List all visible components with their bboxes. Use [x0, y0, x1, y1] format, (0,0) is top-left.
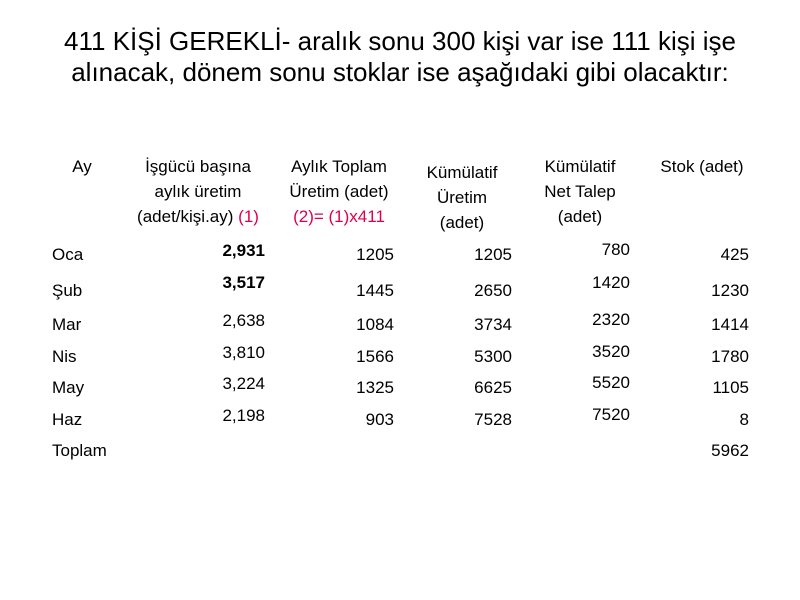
row-nis-aylik: 1566: [356, 347, 394, 366]
header-stok: Stok (adet): [660, 157, 744, 176]
total-label: Toplam: [52, 441, 107, 460]
row-oca-isgucu: 2,931: [222, 241, 265, 260]
row-may-aylik: 1325: [356, 378, 394, 397]
header-isgucu: İşgücü başına aylık üretim (adet/kişi.ay) (1): [137, 157, 259, 226]
row-haz-kum-uretim: 7528: [474, 410, 512, 429]
row-haz-aylik: 903: [365, 410, 394, 429]
title-line-1: 411 KİŞİ GEREKLİ- aralık sonu 300 kişi var ise 111 kişi işe: [64, 26, 736, 56]
row-mar-isgucu: 2,638: [222, 311, 265, 330]
row-may-stok: 1105: [712, 378, 749, 397]
row-nis-isgucu: 3,810: [222, 343, 265, 362]
row-nis-kum-talep: 3520: [592, 342, 630, 361]
header-kum-talep: Kümülatif Net Talep (adet): [544, 157, 616, 226]
row-mar-kum-talep: 2320: [592, 310, 630, 329]
row-mar-ay: Mar: [52, 315, 82, 334]
row-oca-kum-uretim: 1205: [474, 245, 512, 264]
header-isgucu-note: (1): [238, 207, 259, 226]
row-mar-aylik: 1084: [356, 315, 394, 334]
row-nis-stok: 1780: [711, 347, 749, 366]
row-may-kum-uretim: 6625: [474, 378, 512, 397]
row-haz-isgucu: 2,198: [222, 406, 265, 425]
total-stok: 5962: [711, 441, 749, 460]
row-may-ay: May: [52, 378, 85, 397]
row-sub-kum-talep: 1420: [592, 273, 630, 292]
row-sub-stok: 1230: [711, 281, 749, 300]
header-aylik: Aylık Toplam Üretim (adet) (2)= (1)x411: [274, 154, 404, 229]
row-oca-kum-talep: 780: [601, 240, 630, 259]
row-oca-aylik: 1205: [356, 245, 394, 264]
row-nis-kum-uretim: 5300: [474, 347, 512, 366]
row-sub-kum-uretim: 2650: [474, 281, 512, 300]
row-mar-kum-uretim: 3734: [474, 315, 512, 334]
header-kum-uretim: Kümülatif Üretim (adet): [426, 163, 498, 232]
slide-title: [20, 26, 780, 88]
header-ay: Ay: [72, 157, 92, 176]
row-mar-stok: 1414: [711, 315, 749, 334]
row-sub-aylik: 1445: [356, 281, 394, 300]
header-aylik-formula: (2)= (1)x411: [293, 207, 385, 226]
row-nis-ay: Nis: [52, 347, 77, 366]
row-sub-isgucu: 3,517: [222, 273, 265, 292]
row-oca-ay: Oca: [52, 245, 84, 264]
title-line-2: alınacak, dönem sonu stoklar ise aşağıdaki gibi olacaktır:: [71, 57, 729, 87]
row-may-isgucu: 3,224: [222, 374, 265, 393]
row-haz-stok: 8: [739, 410, 749, 429]
row-sub-ay: Şub: [52, 281, 83, 300]
row-haz-kum-talep: 7520: [592, 405, 630, 424]
row-may-kum-talep: 5520: [592, 373, 630, 392]
row-haz-ay: Haz: [52, 410, 83, 429]
row-oca-stok: 425: [720, 245, 749, 264]
